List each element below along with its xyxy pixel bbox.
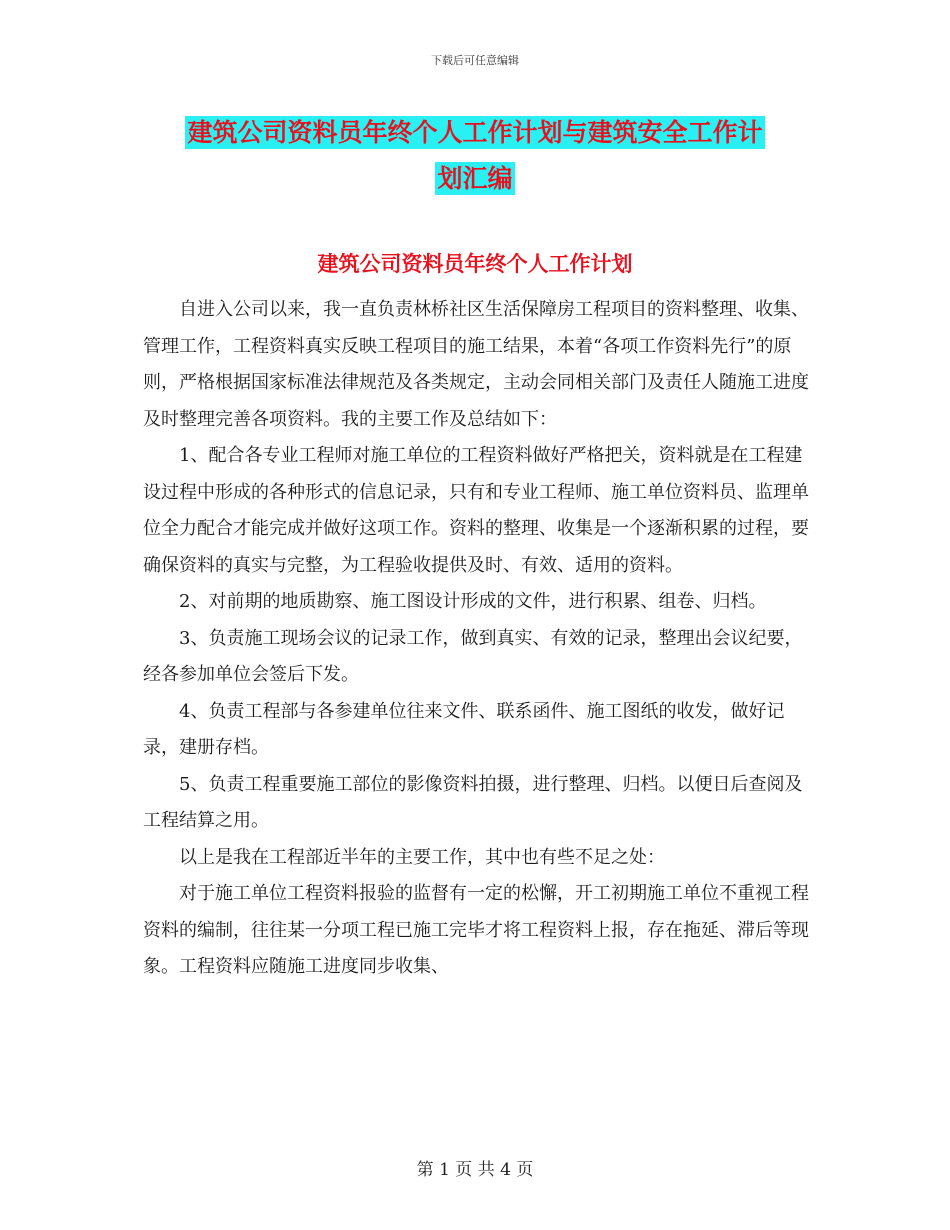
paragraph: 4、负责工程部与各参建单位往来文件、联系函件、施工图纸的收发，做好记录，建册存档。 [143, 700, 785, 758]
paragraph: 3、负责施工现场会议的记录工作，做到真实、有效的记录，整理出会议纪要，经各参加单位会签后下发。 [143, 627, 803, 685]
header-note: 下载后可任意编辑 [431, 54, 519, 67]
section-title: 建筑公司资料员年终个人工作计划 [317, 252, 633, 276]
document-title-line-1: 建筑公司资料员年终个人工作计划与建筑安全工作计 [187, 118, 763, 147]
paragraph: 自进入公司以来，我一直负责林桥社区生活保障房工程项目的资料整理、收集、管理工作，工程资料真实反映工程项目的施工结果，本着“各项工作资料先行”的原则，严格根据国家标准法律规范及各类规定，主动会同相关部门及责任人随施工进度及时整理完善各项资料。我的主要工作及总结如下： [143, 299, 809, 430]
paragraph: 1、配合各专业工程师对施工单位的工程资料做好严格把关，资料就是在工程建设过程中形成的各种形式的信息记录，只有和专业工程师、施工单位资料员、监理单位全力配合才能完成并做好这项工作。资料的整理、收集是一个逐渐积累的过程，要确保资料的真实与完整，为工程验收提供及时、有效、适用的资料。 [143, 445, 809, 576]
paragraph: 对于施工单位工程资料报验的监督有一定的松懈，开工初期施工单位不重视工程资料的编制，往往某一分项工程已施工完毕才将工程资料上报，存在拖延、滞后等现象。工程资料应随施工进度同步收集、 [143, 883, 809, 977]
paragraph: 2、对前期的地质勘察、施工图设计形成的文件，进行积累、组卷、归档。 [179, 591, 767, 612]
paragraph: 以上是我在工程部近半年的主要工作，其中也有些不足之处： [179, 846, 665, 868]
document-body [143, 292, 813, 986]
paragraph: 5、负责工程重要施工部位的影像资料拍摄，进行整理、归档。以便日后查阅及工程结算之用。 [143, 773, 803, 831]
document-title [0, 110, 950, 202]
page-number-footer: 第 1 页 共 4 页 [416, 1160, 534, 1180]
document-title-line-2: 划汇编 [437, 164, 513, 193]
